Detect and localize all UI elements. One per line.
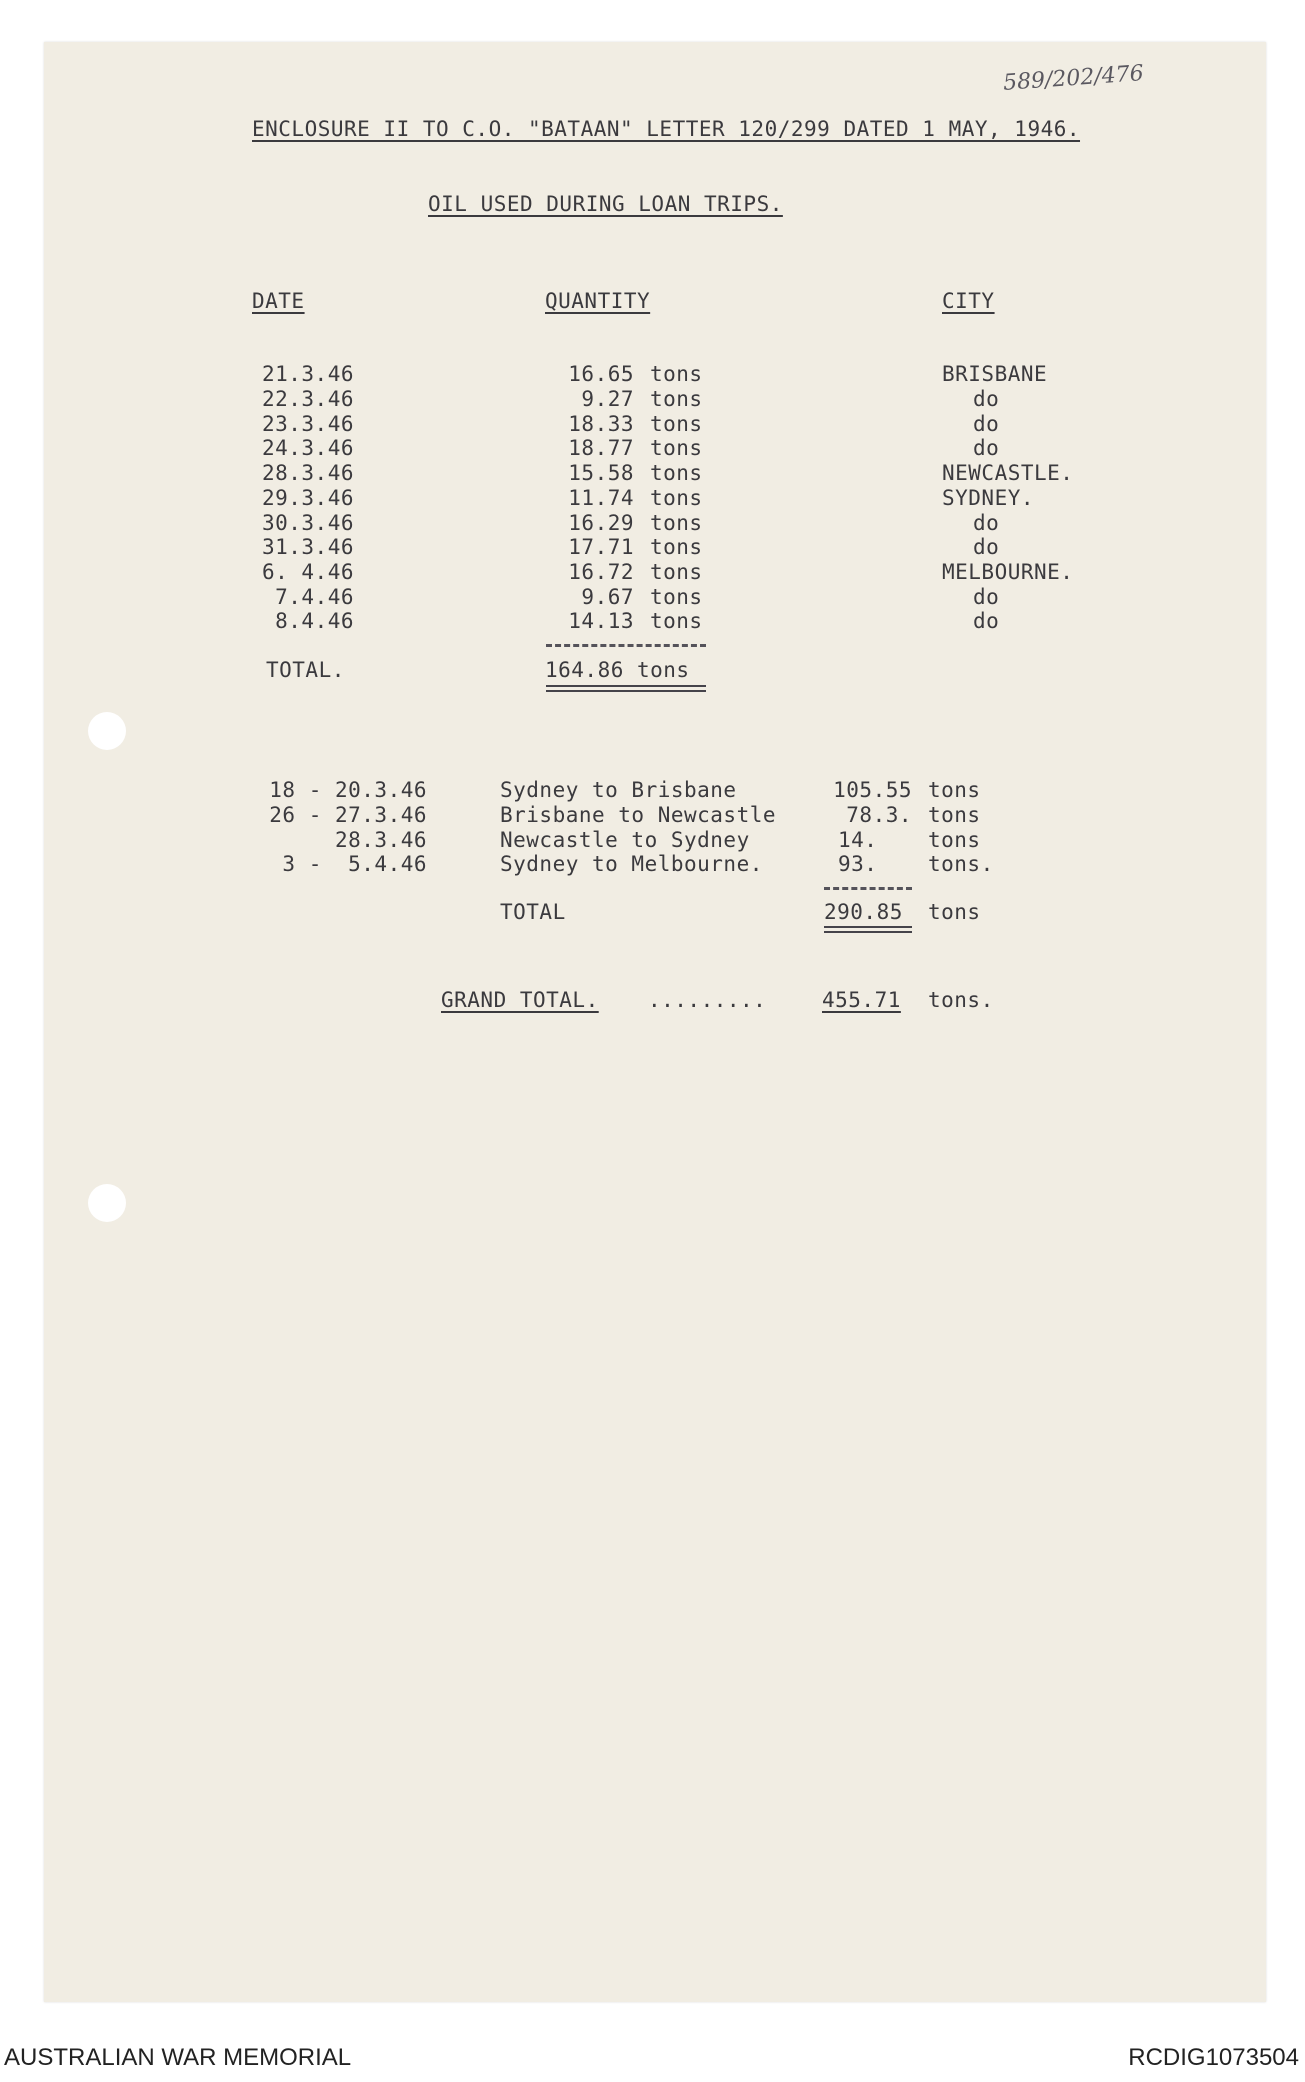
row-unit: tons — [650, 461, 703, 485]
row-quantity: 17.71 — [568, 535, 634, 559]
footer-institution: AUSTRALIAN WAR MEMORIAL — [4, 2044, 352, 2071]
row-unit: tons — [650, 362, 703, 386]
footer-catalogue-id: RCDIG1073504 — [1128, 2044, 1299, 2071]
row-quantity: 16.72 — [568, 560, 634, 584]
handwritten-reference: 589/202/476 — [1002, 61, 1145, 96]
row-quantity: 14.13 — [568, 609, 634, 633]
route-date: 28.3.46 — [334, 828, 427, 852]
row-date: 31.3.46 — [261, 535, 354, 559]
column-header-date: DATE — [252, 289, 305, 313]
column-header-city: CITY — [942, 289, 995, 313]
grand-total-unit: tons. — [928, 988, 994, 1012]
row-quantity: 18.77 — [568, 436, 634, 460]
row-date: 24.3.46 — [261, 436, 354, 460]
route-quantity: 105.55 — [833, 778, 912, 802]
row-city: do — [973, 387, 1000, 411]
table1-total-label: TOTAL. — [266, 658, 345, 682]
row-date: 28.3.46 — [261, 461, 354, 485]
row-unit: tons — [650, 412, 703, 436]
table2-total-label: TOTAL — [500, 900, 566, 924]
row-city: do — [973, 436, 1000, 460]
row-city: do — [973, 511, 1000, 535]
total-separator — [824, 887, 912, 890]
table2-total-value: 290.85 — [824, 900, 903, 924]
route-description: Sydney to Melbourne. — [500, 852, 763, 876]
document-subtitle: OIL USED DURING LOAN TRIPS. — [428, 192, 783, 216]
route-quantity: 78.3. — [846, 803, 912, 827]
row-city: BRISBANE — [942, 362, 1048, 386]
table1-total-value: 164.86 tons — [545, 658, 690, 682]
row-city: do — [973, 535, 1000, 559]
row-date: 30.3.46 — [261, 511, 354, 535]
route-unit: tons. — [928, 852, 994, 876]
row-date: 22.3.46 — [261, 387, 354, 411]
row-quantity: 16.29 — [568, 511, 634, 535]
row-city: MELBOURNE. — [942, 560, 1074, 584]
total-separator — [546, 644, 706, 647]
route-description: Newcastle to Sydney — [500, 828, 750, 852]
row-date: 29.3.46 — [261, 486, 354, 510]
route-unit: tons — [928, 828, 981, 852]
row-date: 8.4.46 — [275, 609, 354, 633]
document-header: ENCLOSURE II TO C.O. "BATAAN" LETTER 120/299 DATED 1 MAY, 1946. — [252, 117, 1081, 141]
document-page — [44, 42, 1266, 2002]
grand-total-dots: ......... — [648, 988, 767, 1012]
punch-hole — [88, 712, 126, 750]
row-city: do — [973, 609, 1000, 633]
row-city: NEWCASTLE. — [942, 461, 1074, 485]
column-header-quantity: QUANTITY — [545, 289, 651, 313]
row-city: do — [973, 585, 1000, 609]
row-quantity: 9.67 — [581, 585, 634, 609]
row-quantity: 11.74 — [568, 486, 634, 510]
row-date: 21.3.46 — [261, 362, 354, 386]
route-description: Brisbane to Newcastle — [500, 803, 777, 827]
route-description: Sydney to Brisbane — [500, 778, 737, 802]
row-city: SYDNEY. — [942, 486, 1035, 510]
total-underline — [824, 931, 912, 933]
row-quantity: 15.58 — [568, 461, 634, 485]
route-date: 26 - 27.3.46 — [269, 803, 427, 827]
row-unit: tons — [650, 436, 703, 460]
row-quantity: 16.65 — [568, 362, 634, 386]
row-date: 6. 4.46 — [261, 560, 354, 584]
row-date: 7.4.46 — [275, 585, 354, 609]
total-underline — [546, 685, 706, 687]
row-unit: tons — [650, 585, 703, 609]
row-unit: tons — [650, 387, 703, 411]
row-unit: tons — [650, 486, 703, 510]
total-underline — [546, 690, 706, 692]
route-date: 3 - 5.4.46 — [282, 852, 427, 876]
route-quantity: 14. — [838, 828, 878, 852]
row-unit: tons — [650, 609, 703, 633]
punch-hole — [88, 1184, 126, 1222]
row-city: do — [973, 412, 1000, 436]
row-date: 23.3.46 — [261, 412, 354, 436]
row-quantity: 9.27 — [581, 387, 634, 411]
row-quantity: 18.33 — [568, 412, 634, 436]
row-unit: tons — [650, 560, 703, 584]
route-quantity: 93. — [838, 852, 878, 876]
row-unit: tons — [650, 535, 703, 559]
total-underline — [824, 926, 912, 928]
route-unit: tons — [928, 803, 981, 827]
grand-total-label: GRAND TOTAL. — [441, 988, 599, 1012]
grand-total-value: 455.71 — [822, 988, 901, 1012]
route-unit: tons — [928, 778, 981, 802]
route-date: 18 - 20.3.46 — [269, 778, 427, 802]
row-unit: tons — [650, 511, 703, 535]
table2-total-unit: tons — [928, 900, 981, 924]
